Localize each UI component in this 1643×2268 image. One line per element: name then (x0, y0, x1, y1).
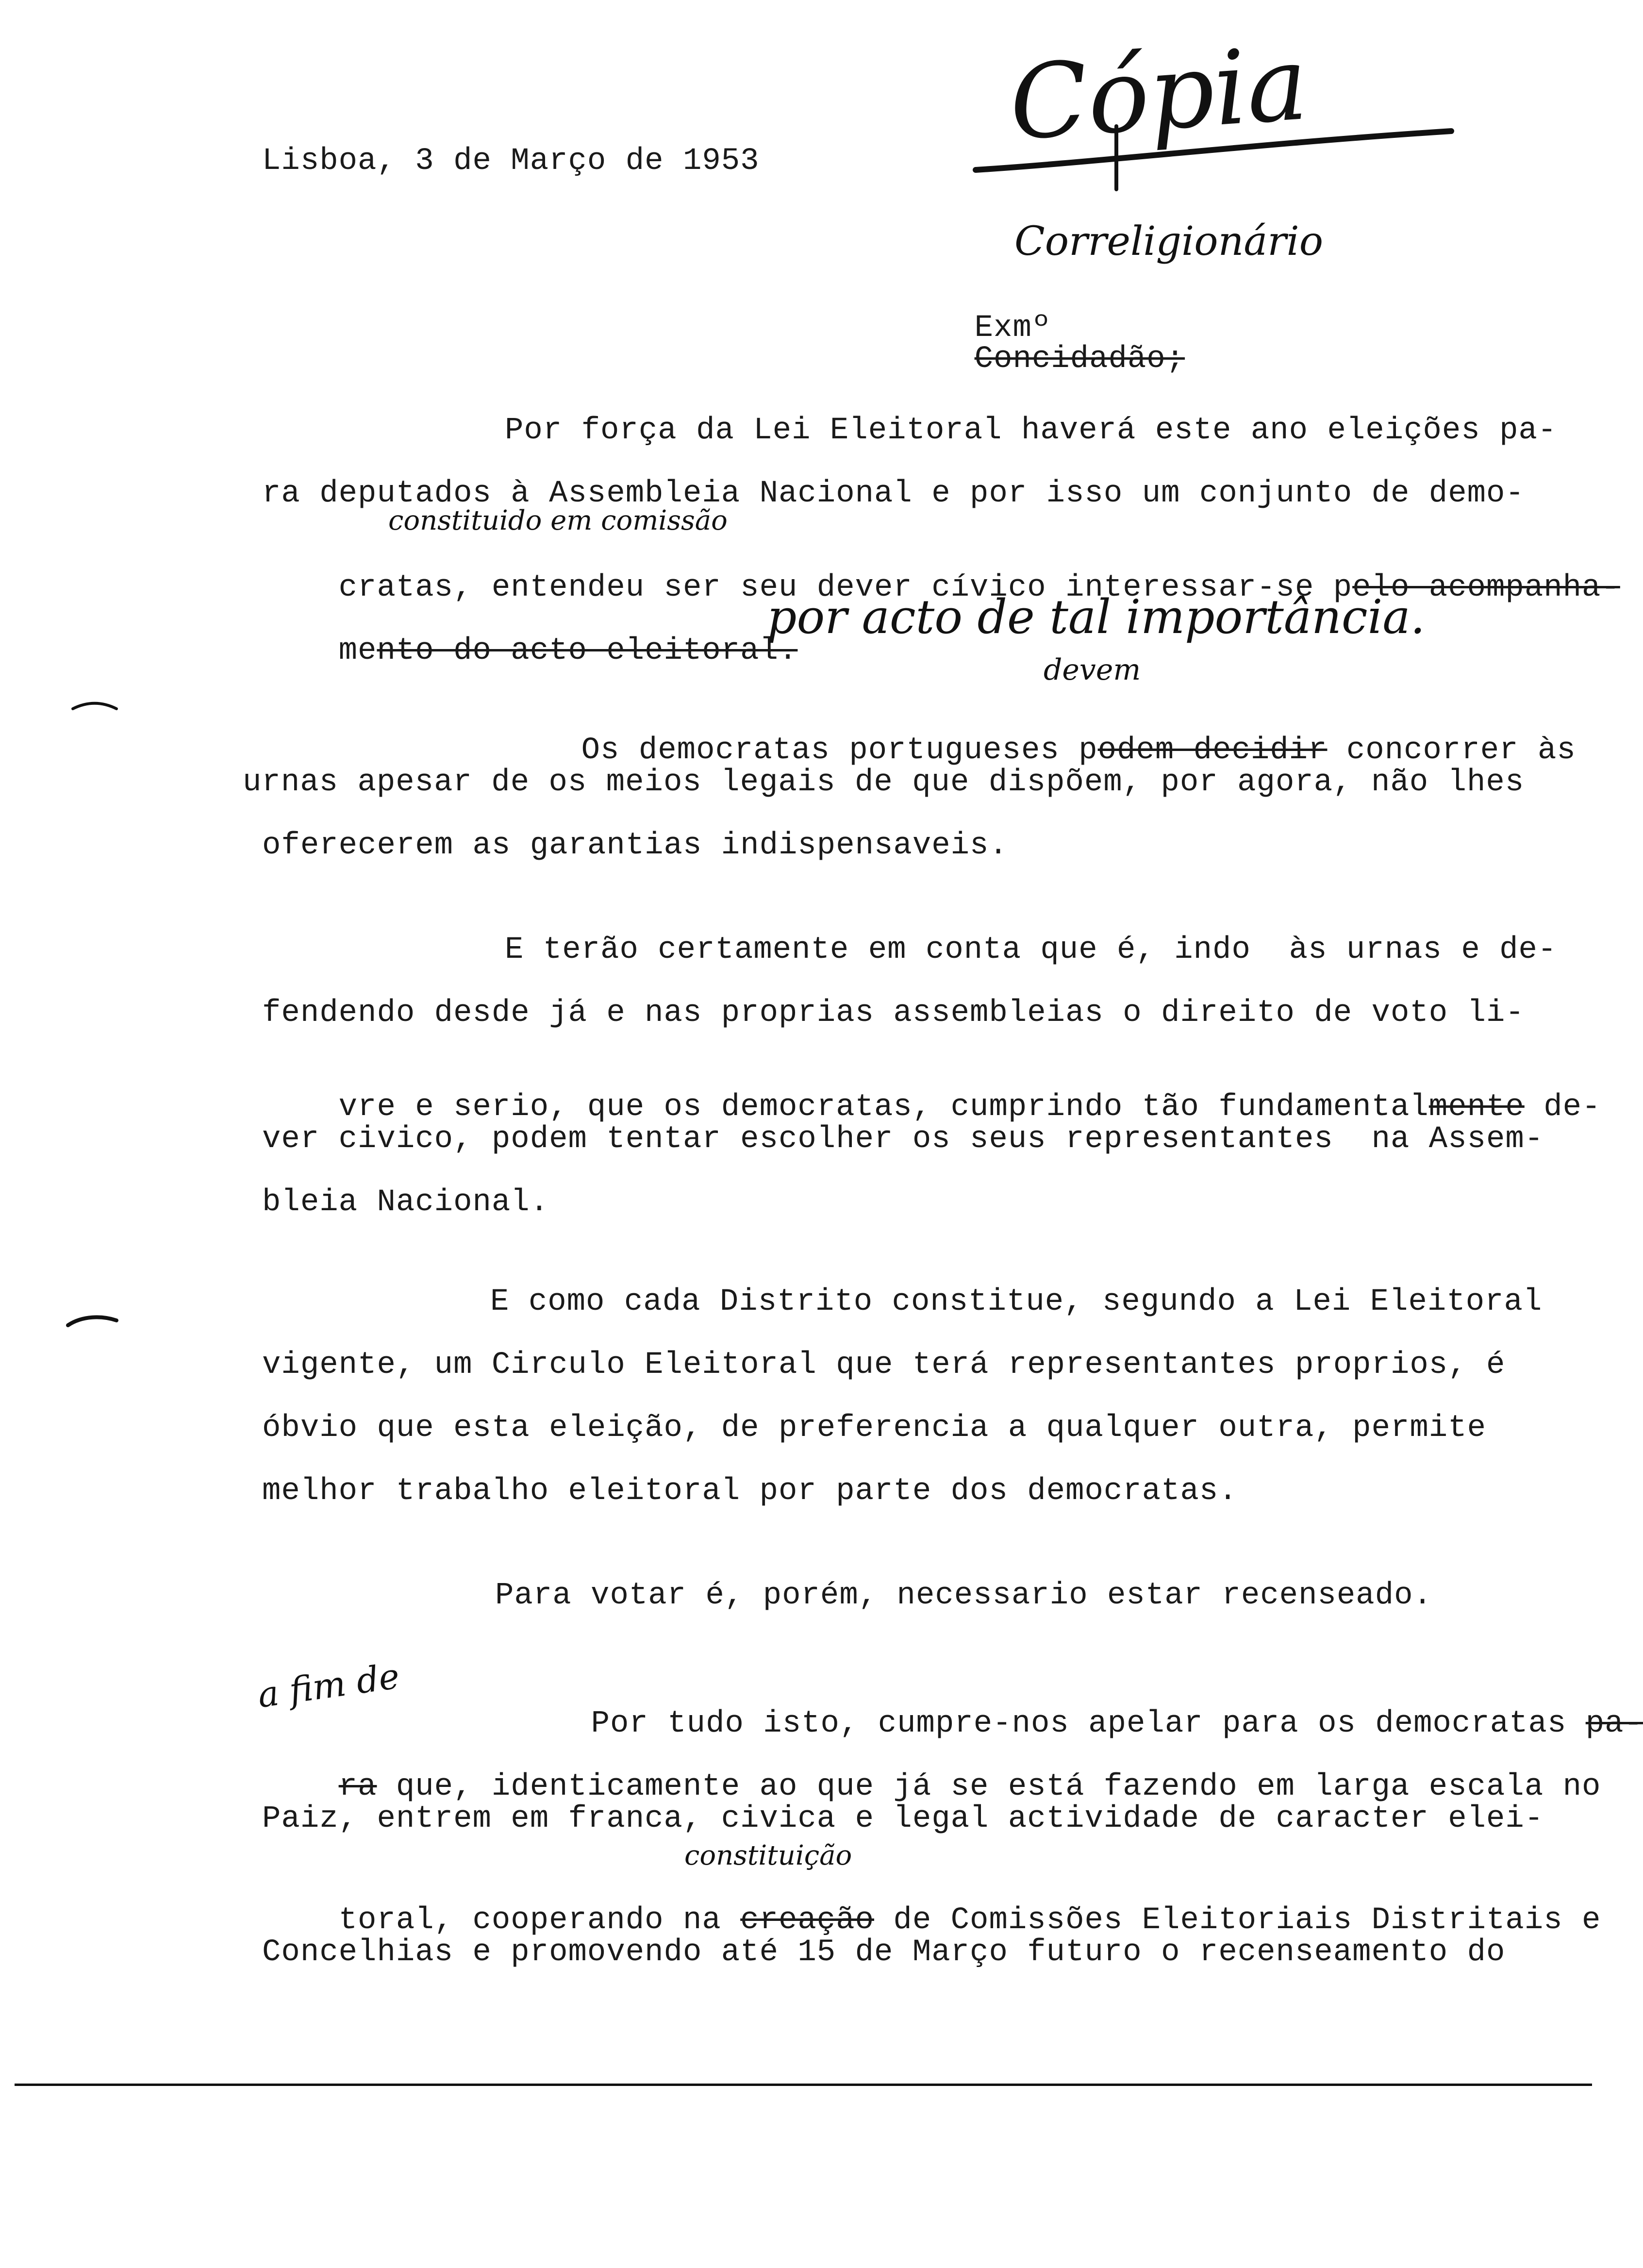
p6-line-4-end: de Comissões Eleitoriais Distritais e (874, 1903, 1601, 1938)
p6-handwritten-insert: constituição (684, 1840, 852, 1871)
p6-line-2-struck: ra (338, 1769, 377, 1804)
p4-line-4: melhor trabalho eleitoral por parte dos democratas. (262, 1474, 1238, 1509)
p1-line-2: ra deputados à Assembleia Nacional e por isso um conjunto de demo- (262, 476, 1525, 511)
salutation-struck-word: Concidadão; (974, 342, 1185, 377)
p1-line-4 (262, 604, 797, 698)
p6-line-4-struck: creação (740, 1903, 874, 1938)
p3-line-1: E terão certamente em conta que é, indo às urnas e de- (505, 933, 1557, 967)
copy-handwritten-mark: Cópia (1006, 23, 1311, 164)
p4-line-2: vigente, um Circulo Eleitoral que terá representantes proprios, é (262, 1348, 1506, 1383)
p6-line-3: Paiz, entrem em franca, civica e legal actividade de caracter elei- (262, 1801, 1544, 1836)
p1-handwritten-insert-2: por acto de tal importância. (767, 590, 1426, 644)
p1-line-3-text: cratas, entendeu ser seu dever cívico interessar-se p (338, 570, 1353, 605)
p3-line-4: ver civico, podem tentar escolher os seus representantes na Assem- (262, 1122, 1544, 1157)
p1-line-4-text: me (338, 634, 377, 668)
p2-line-3: oferecerem as garantias indispensaveis. (262, 828, 1008, 863)
p3-line-5: bleia Nacional. (262, 1185, 549, 1220)
margin-mark-top (68, 694, 126, 733)
copy-underline-stroke (971, 107, 1456, 194)
p2-line-2: urnas apesar de os meios legais de que dispõem, por agora, não lhes (243, 765, 1525, 800)
bottom-rule-line (15, 2084, 1592, 2086)
p5-line-1: Para votar é, porém, necessario estar recenseado. (495, 1578, 1432, 1613)
p6-line-2-text: que, identicamente ao que já se está fazendo em larga escala no (377, 1769, 1601, 1804)
p6-line-1-struck: pa- (1585, 1706, 1643, 1741)
date-line: Lisboa, 3 de Março de 1953 (262, 144, 760, 179)
p3-line-3-struck: mente (1428, 1090, 1525, 1125)
p1-line-3-struck: elo acompanha- (1352, 570, 1620, 605)
p6-line-1-text: Por tudo isto, cumpre-nos apelar para os democratas (591, 1706, 1586, 1741)
p1-handwritten-insert-1: constituido em comissão (388, 505, 728, 536)
p4-line-1: E como cada Distrito constitue, segundo a Lei Eleitoral (490, 1284, 1543, 1319)
p3-line-3-text: vre e serio, que os democratas, cumprindo tão fundamental (338, 1090, 1429, 1125)
p2-handwritten-insert: devem (1044, 653, 1141, 687)
p6-line-4-text: toral, cooperando na (338, 1903, 741, 1938)
p1-line-4-struck: nto do acto eleitoral. (377, 634, 798, 668)
p2-line-1-struck: odem decidir (1097, 733, 1328, 768)
p2-line-1-text: Os democratas portugueses p (581, 733, 1098, 768)
margin-mark-bottom (63, 1306, 121, 1335)
p6-line-5: Concelhias e promovendo até 15 de Março futuro o recenseamento do (262, 1935, 1506, 1970)
p3-line-2: fendendo desde já e nas proprias assembleias o direito de voto li- (262, 996, 1525, 1031)
salutation-handwritten: Correligionário (1014, 218, 1324, 265)
p2-line-1-end: concorrer às (1327, 733, 1576, 768)
p4-line-3: óbvio que esta eleição, de preferencia a qualquer outra, permite (262, 1411, 1486, 1446)
p1-line-1: Por força da Lei Eleitoral haverá este ano eleições pa- (505, 413, 1557, 448)
p3-line-3-end: de- (1524, 1090, 1601, 1125)
p6-margin-note: a fim de (255, 1655, 402, 1716)
salutation-typed (898, 282, 1185, 406)
salutation-title: Exmº (974, 311, 1051, 346)
